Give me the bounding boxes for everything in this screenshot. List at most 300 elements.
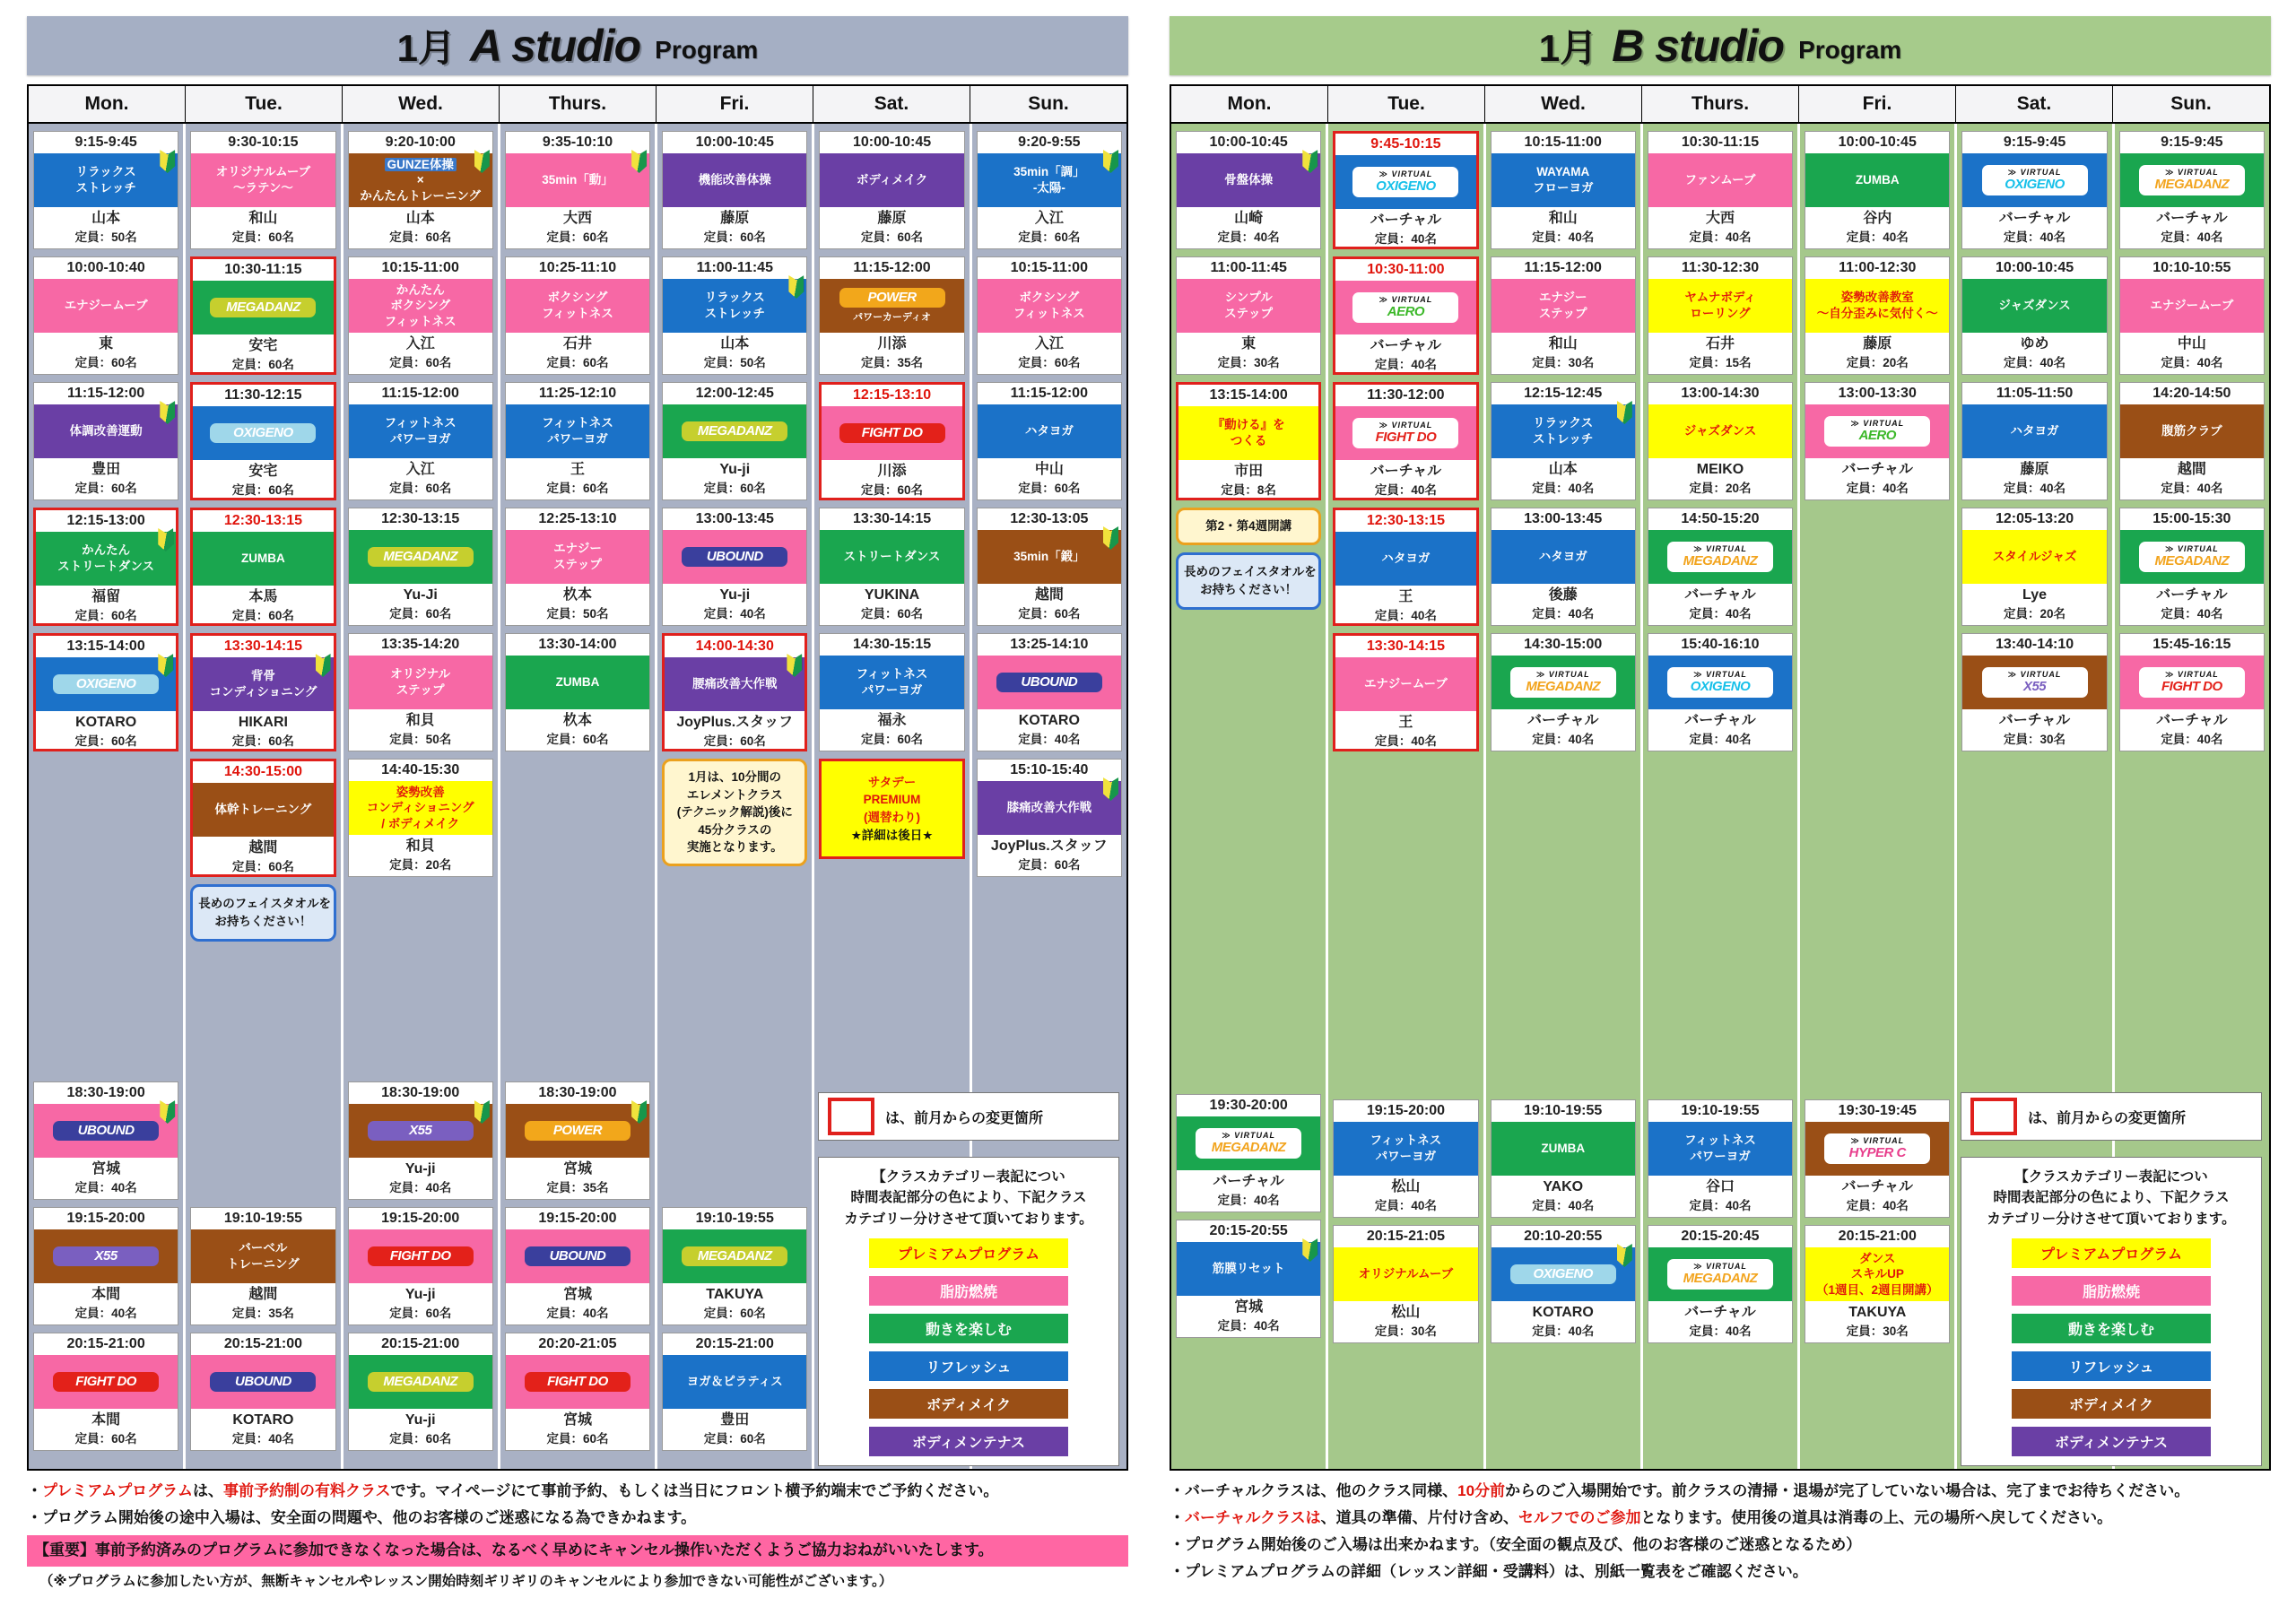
- class-time: 11:25-12:10: [538, 386, 617, 401]
- class-box: [36, 657, 176, 711]
- class-box: [191, 1229, 335, 1283]
- class-time: 9:35-10:10: [542, 135, 613, 150]
- class-cell: [190, 508, 335, 626]
- class-name: ×: [416, 173, 424, 187]
- class-time: 10:00-10:45: [1995, 260, 2074, 275]
- instructor-name: 谷口: [1705, 1179, 1735, 1194]
- capacity: 定員：20名: [1846, 356, 1909, 369]
- class-box: [2120, 153, 2264, 207]
- capacity: 定員：40名: [1217, 230, 1280, 244]
- instructor-name: TAKUYA: [706, 1287, 764, 1302]
- capacity: 定員：60名: [231, 734, 294, 748]
- virtual-label: ≫ VIRTUAL: [1378, 295, 1433, 305]
- class-time: 15:10-15:40: [1010, 762, 1089, 777]
- instructor-name: 松山: [1391, 1305, 1421, 1320]
- note-line: 実施となります。: [686, 840, 783, 855]
- class-time: 11:15-12:00: [853, 260, 931, 275]
- instructor-name: 入江: [1034, 336, 1064, 352]
- capacity: 定員：60名: [231, 483, 294, 497]
- instructor-name: バーチャル: [2156, 587, 2228, 603]
- day-column: [1640, 124, 1797, 1469]
- class-name: ヨガ＆ピラティス: [686, 1375, 783, 1389]
- class-box: [349, 781, 492, 835]
- note-line: (週替わり): [864, 811, 921, 824]
- class-name: リラックス: [75, 165, 136, 179]
- class-name: ストレッチ: [1533, 432, 1594, 446]
- legend-item: 動きを楽しむ: [869, 1314, 1068, 1343]
- instructor-name: 宮城: [562, 1161, 592, 1177]
- class-box: [1335, 155, 1475, 209]
- class-cell: [348, 256, 493, 375]
- class-name: フィットネス: [542, 416, 613, 430]
- class-name: ローリング: [1690, 307, 1751, 320]
- capacity: 定員：40名: [231, 1432, 294, 1446]
- class-name: ～自分歪みに気付く～: [1816, 307, 1938, 320]
- class-time: 10:30-11:15: [1681, 135, 1760, 150]
- footnote-segment: 10分前: [1457, 1482, 1506, 1499]
- brand-name: MEGADANZ: [226, 299, 300, 315]
- class-name: かんたんトレーニング: [360, 188, 482, 203]
- brand-name: AERO: [1387, 304, 1425, 320]
- class-cell: [505, 1081, 650, 1200]
- class-name: フィットネス: [542, 307, 613, 320]
- instructor-name: 豊田: [91, 462, 121, 477]
- brand-logo: [839, 423, 945, 444]
- legend-item: ボディメンテナス: [2012, 1427, 2211, 1456]
- class-box: [34, 1229, 178, 1283]
- class-cell: [977, 759, 1122, 877]
- class-box: [349, 404, 492, 458]
- class-box: [506, 1229, 649, 1283]
- class-box: [978, 656, 1121, 709]
- capacity: 定員：40名: [2004, 230, 2066, 244]
- class-time: 9:15-9:45: [2161, 135, 2223, 150]
- class-name: フィットネス: [1684, 1133, 1756, 1148]
- class-cell: [819, 256, 964, 375]
- brand-name: MEGADANZ: [1683, 553, 1758, 569]
- capacity: 定員：60名: [1018, 858, 1081, 872]
- class-name: ステップ: [553, 558, 602, 571]
- category-legend: [818, 1157, 1119, 1466]
- capacity: 定員：60名: [74, 734, 137, 748]
- class-cell: [1491, 382, 1636, 500]
- brand-name: UBOUND: [706, 548, 763, 564]
- brand-name: OXIGENO: [1533, 1265, 1593, 1281]
- class-name: ハタヨガ: [1381, 551, 1431, 566]
- class-cell: [1648, 633, 1793, 751]
- brand-name: X55: [94, 1247, 117, 1264]
- class-time: 20:20-21:05: [538, 1336, 617, 1351]
- class-time: 15:00-15:30: [2152, 511, 2231, 526]
- class-time: 20:15-21:00: [66, 1336, 145, 1351]
- class-cell: [1176, 256, 1321, 375]
- class-box: [1334, 1247, 1477, 1301]
- class-cell: [1491, 633, 1636, 751]
- capacity: 定員：40名: [389, 1181, 452, 1194]
- capacity: 定員：60名: [74, 482, 137, 495]
- instructor-name: 中山: [1034, 462, 1064, 477]
- day-header: Sun.: [2112, 86, 2269, 122]
- capacity: 定員：40名: [1689, 1324, 1752, 1338]
- capacity: 定員：60名: [74, 1432, 137, 1446]
- virtual-label: ≫ VIRTUAL: [2164, 544, 2219, 554]
- instructor-name: 川添: [877, 336, 907, 352]
- class-time: 11:30-12:00: [1367, 387, 1445, 403]
- class-box: [506, 153, 649, 207]
- class-box: [1805, 279, 1949, 333]
- class-box: [1962, 404, 2106, 458]
- class-name: トレーニング: [227, 1257, 300, 1271]
- class-cell: [348, 633, 493, 751]
- class-time: 12:25-13:10: [538, 511, 617, 526]
- footnote-segment: です。マイページにて事前予約、もしくは当日にフロント横予約端末でご予約ください。: [390, 1482, 999, 1499]
- class-name: 35min「動」: [542, 173, 613, 187]
- capacity: 定員：60名: [703, 230, 766, 244]
- class-time: 9:30-10:15: [228, 135, 299, 150]
- brand-name: MEGADANZ: [383, 1373, 458, 1389]
- class-name: ～ラテン～: [233, 181, 293, 195]
- capacity: 定員：35名: [231, 1307, 294, 1320]
- virtual-label: ≫ VIRTUAL: [1693, 670, 1747, 680]
- class-box: [1492, 1247, 1635, 1301]
- class-name: ZUMBA: [555, 675, 600, 690]
- day-header: Sat.: [813, 86, 970, 122]
- class-name: ストリートダンス: [843, 550, 941, 564]
- virtual-label: ≫ VIRTUAL: [2007, 670, 2062, 680]
- class-cell: [2119, 131, 2265, 249]
- capacity: 定員：60名: [231, 609, 294, 622]
- instructor-name: 宮城: [562, 1412, 592, 1428]
- day-header: Thurs.: [499, 86, 656, 122]
- class-cell: [662, 382, 807, 500]
- class-cell: [348, 1207, 493, 1325]
- class-cell: [1491, 1225, 1636, 1343]
- class-name: リラックス: [1533, 416, 1594, 430]
- capacity: 定員：60名: [231, 230, 294, 244]
- class-name: ストリートダンス: [57, 560, 154, 573]
- class-box: [1962, 530, 2106, 584]
- brand-name: UBOUND: [235, 1373, 291, 1389]
- instructor-name: KOTARO: [1018, 713, 1080, 728]
- capacity: 定員：60名: [546, 733, 609, 746]
- instructor-name: 和貝: [405, 713, 435, 728]
- instructor-name: Yu-ji: [404, 1412, 436, 1428]
- instructor-name: JoyPlus.スタッフ: [990, 838, 1108, 854]
- capacity: 定員：40名: [1846, 482, 1909, 495]
- class-name: 体幹トレーニング: [214, 803, 312, 817]
- virtual-label: ≫ VIRTUAL: [1378, 421, 1433, 430]
- instructor-name: 後藤: [1548, 587, 1578, 603]
- class-cell: [348, 131, 493, 249]
- capacity: 定員：30名: [1846, 1324, 1909, 1338]
- capacity: 定員：15名: [1689, 356, 1752, 369]
- class-box: [349, 279, 492, 333]
- brand-name: UBOUND: [1021, 673, 1078, 690]
- instructor-name: 中山: [2177, 336, 2206, 352]
- class-time: 10:30-11:15: [224, 262, 302, 277]
- brand-name: POWER: [867, 289, 917, 305]
- brand-logo: [368, 1121, 474, 1142]
- class-time: 11:00-11:45: [1210, 260, 1287, 275]
- class-box: [34, 404, 178, 458]
- class-time: 13:00-14:30: [1681, 386, 1760, 401]
- class-time: 19:10-19:55: [1524, 1103, 1603, 1118]
- class-time: 13:00-13:45: [1524, 511, 1603, 526]
- class-cell: [33, 1333, 178, 1451]
- class-time: 19:10-19:55: [223, 1211, 302, 1226]
- note-line: 45分クラスの: [698, 822, 772, 837]
- class-box: [349, 1104, 492, 1158]
- day-column: [655, 124, 812, 1469]
- footnote-segment: ・: [27, 1482, 42, 1499]
- spacer: [1333, 759, 1478, 1099]
- day-column: [1797, 124, 1954, 1469]
- class-name: ストレッチ: [75, 181, 136, 195]
- brand-logo: [525, 1372, 631, 1393]
- class-name: ストレッチ: [704, 307, 765, 320]
- class-cell: [33, 256, 178, 375]
- class-box: [1177, 1242, 1320, 1296]
- class-box: [1492, 279, 1635, 333]
- class-cell: [819, 508, 964, 626]
- footnote-segment: 事前予約制の有料クラス: [222, 1482, 391, 1499]
- footnote: [1170, 1481, 2271, 1502]
- day-column: [29, 124, 183, 1469]
- changed-legend: [818, 1092, 1119, 1141]
- instructor-name: 藤原: [877, 211, 907, 226]
- instructor-name: 山本: [91, 211, 121, 226]
- capacity: 定員：60名: [231, 860, 294, 873]
- class-cell: [2119, 256, 2265, 375]
- class-cell: [348, 1081, 493, 1200]
- day-header: Wed.: [1484, 86, 1641, 122]
- class-time: 14:40-15:30: [381, 762, 460, 777]
- class-name: ハタヨガ: [2010, 424, 2059, 439]
- capacity: 定員：40名: [1532, 482, 1595, 495]
- class-box: [349, 656, 492, 709]
- class-cell: [1805, 1225, 1950, 1343]
- studio-b-titlebar: [1170, 16, 2271, 75]
- class-cell: [1333, 131, 1478, 249]
- class-time: 15:40-16:10: [1681, 637, 1760, 652]
- class-time: 14:00-14:30: [695, 638, 774, 654]
- legend-title-line: 【クラスカテゴリー表記につい: [2014, 1169, 2208, 1185]
- class-box: [193, 783, 333, 837]
- footnotes: [1170, 1481, 2271, 1583]
- class-name: ダンス: [1859, 1251, 1896, 1265]
- class-time: 11:15-12:00: [66, 386, 145, 401]
- instructor-name: 杦本: [562, 587, 592, 603]
- brand-logo: [682, 1246, 787, 1267]
- class-time: 11:05-11:50: [1996, 386, 2074, 401]
- brand-name: MEGADANZ: [2154, 177, 2230, 193]
- program-label: Program: [655, 36, 759, 64]
- instructor-name: 安宅: [248, 464, 278, 479]
- class-time: 20:15-21:00: [1838, 1229, 1917, 1244]
- note-line: お持ちください！: [214, 915, 312, 928]
- instructor-name: 越間: [2177, 462, 2206, 477]
- instructor-name: バーチャル: [1213, 1174, 1284, 1189]
- instructor-name: Yu-ji: [719, 462, 751, 477]
- brand-logo: [53, 1121, 159, 1142]
- class-time: 12:05-13:20: [1995, 511, 2074, 526]
- class-cell: [662, 256, 807, 375]
- capacity: 定員：40名: [2161, 607, 2223, 621]
- class-box: [506, 530, 649, 584]
- class-box: [1805, 153, 1949, 207]
- class-cell: [190, 1207, 335, 1325]
- brand-logo: [1824, 416, 1930, 446]
- class-box: [978, 530, 1121, 584]
- footnote-segment: ・プログラム開始後の途中入場は、安全面の問題や、他のお客様のご迷惑になる為できかねます。: [27, 1508, 697, 1526]
- class-time: 11:15-12:00: [1524, 260, 1602, 275]
- capacity: 定員：60名: [703, 1307, 766, 1320]
- month-label: 1月: [396, 27, 457, 69]
- class-cell: [819, 633, 964, 751]
- class-name: かんたん: [396, 282, 445, 297]
- brand-logo: [1510, 1264, 1616, 1285]
- class-time: 13:15-14:00: [1209, 387, 1288, 403]
- capacity: 定員：40名: [1689, 230, 1752, 244]
- class-cell: [1176, 382, 1321, 500]
- class-name: オリジナルムーブ: [1358, 1267, 1454, 1281]
- instructor-name: 藤原: [720, 211, 750, 226]
- class-time: 11:15-12:00: [381, 386, 459, 401]
- class-time: 20:15-21:05: [1366, 1229, 1445, 1244]
- class-name: エナジー: [1538, 291, 1587, 305]
- instructor-name: 本馬: [248, 589, 278, 604]
- class-box: [349, 153, 492, 207]
- brand-name: MEGADANZ: [1526, 679, 1601, 695]
- changed-box-sample: [828, 1098, 874, 1135]
- instructor-name: Yu-ji: [719, 587, 751, 603]
- capacity: 定員：40名: [74, 1181, 137, 1194]
- virtual-label: ≫ VIRTUAL: [2007, 168, 2062, 178]
- class-cell: [1333, 1099, 1478, 1218]
- spacer: [348, 884, 493, 1081]
- class-name: 35min「鍛」: [1013, 550, 1085, 564]
- class-time: 9:20-10:00: [385, 135, 456, 150]
- instructor-name: 山崎: [1234, 211, 1264, 226]
- class-time: 18:30-19:00: [381, 1085, 460, 1100]
- class-name: ステップ: [396, 683, 445, 697]
- instructor-name: 入江: [1034, 211, 1064, 226]
- class-name: つくる: [1230, 434, 1267, 447]
- class-box: [506, 656, 649, 709]
- class-name: スタイルジャズ: [1992, 550, 2077, 564]
- instructor-name: 東: [1241, 336, 1257, 352]
- class-time: 13:30-14:00: [538, 637, 617, 652]
- class-time: 12:30-13:15: [1366, 513, 1445, 528]
- class-box: [1962, 153, 2106, 207]
- class-cell: [1961, 382, 2107, 500]
- instructor-name: KOTARO: [232, 1412, 294, 1428]
- class-box: [1962, 279, 2106, 333]
- capacity: 定員：60名: [546, 1432, 609, 1446]
- class-cell: [1333, 508, 1478, 626]
- brand-name: UBOUND: [549, 1247, 606, 1264]
- class-box: [663, 1355, 806, 1409]
- instructor-name: 谷内: [1863, 211, 1892, 226]
- capacity: 定員：60名: [861, 230, 924, 244]
- class-cell: [1491, 131, 1636, 249]
- class-time: 10:15-11:00: [1524, 135, 1602, 150]
- class-name: 腹筋クラブ: [2161, 424, 2222, 439]
- virtual-label: ≫ VIRTUAL: [1850, 1136, 1905, 1146]
- capacity: 定員：60名: [703, 482, 766, 495]
- brand-logo: [1667, 667, 1773, 697]
- instructor-name: 大西: [1705, 211, 1735, 226]
- capacity: 定員：50名: [546, 607, 609, 621]
- capacity: 定員：60名: [231, 358, 294, 371]
- class-box: [663, 404, 806, 458]
- class-box: [36, 532, 176, 586]
- class-box: [663, 1229, 806, 1283]
- studio-b-panel: [1170, 16, 2271, 1589]
- day-column: [341, 124, 498, 1469]
- brand-logo: [210, 423, 316, 444]
- class-box: [1805, 1247, 1949, 1301]
- class-name: 体調改善運動: [69, 424, 143, 439]
- capacity: 定員：60名: [389, 356, 452, 369]
- class-time: 10:00-10:45: [1209, 135, 1288, 150]
- instructor-name: YAKO: [1543, 1179, 1584, 1194]
- day-header-row: [27, 84, 1128, 122]
- studio-a-panel: [27, 16, 1128, 1598]
- legend-item: ボディメンテナス: [869, 1427, 1068, 1456]
- studio-a-titlebar: [27, 16, 1128, 75]
- class-time: 13:30-14:15: [1366, 638, 1445, 654]
- class-cell: [1176, 131, 1321, 249]
- class-name: ZUMBA: [241, 551, 285, 566]
- capacity: 定員：40名: [1846, 230, 1909, 244]
- instructor-name: 宮城: [562, 1287, 592, 1302]
- class-box: [1492, 656, 1635, 709]
- class-name: WAYAMA: [1536, 165, 1590, 179]
- instructor-name: 和山: [1548, 211, 1578, 226]
- spacer: [505, 759, 650, 1081]
- note-line: (テクニック解説)後に: [676, 805, 793, 820]
- changed-legend-label: は、前月からの変更箇所: [2028, 1110, 2187, 1126]
- instructor-name: バーチャル: [1526, 713, 1599, 728]
- capacity: 定員：40名: [1374, 358, 1437, 371]
- brand-name: MEGADANZ: [2154, 553, 2230, 569]
- footnote-segment: （※プログラムに参加したい方が、無断キャンセルやレッスン開始時刻ギリギリのキャンセルにより参加できない可能性がございます。）: [39, 1573, 893, 1589]
- class-time: 20:15-20:45: [1681, 1229, 1760, 1244]
- instructor-name: 入江: [405, 462, 435, 477]
- class-box: [820, 153, 963, 207]
- instructor-name: 越間: [1034, 587, 1064, 603]
- class-time: 10:15-11:00: [1010, 260, 1088, 275]
- virtual-label: ≫ VIRTUAL: [2164, 168, 2219, 178]
- class-box: [1648, 279, 1792, 333]
- class-box: [349, 1355, 492, 1409]
- changed-legend: [1961, 1092, 2262, 1141]
- class-box: [1648, 656, 1792, 709]
- class-cell: [819, 131, 964, 249]
- class-box: [506, 1104, 649, 1158]
- instructor-name: 和山: [248, 211, 278, 226]
- instructor-name: 山本: [720, 336, 750, 352]
- instructor-name: 宮城: [91, 1161, 121, 1177]
- spacer: [33, 759, 178, 1081]
- class-name: エナジームーブ: [64, 299, 148, 313]
- schedule-note: [1176, 508, 1321, 545]
- capacity: 定員：35名: [861, 356, 924, 369]
- capacity: 定員：40名: [1374, 232, 1437, 246]
- instructor-name: 川添: [877, 464, 907, 479]
- class-cell: [190, 382, 335, 500]
